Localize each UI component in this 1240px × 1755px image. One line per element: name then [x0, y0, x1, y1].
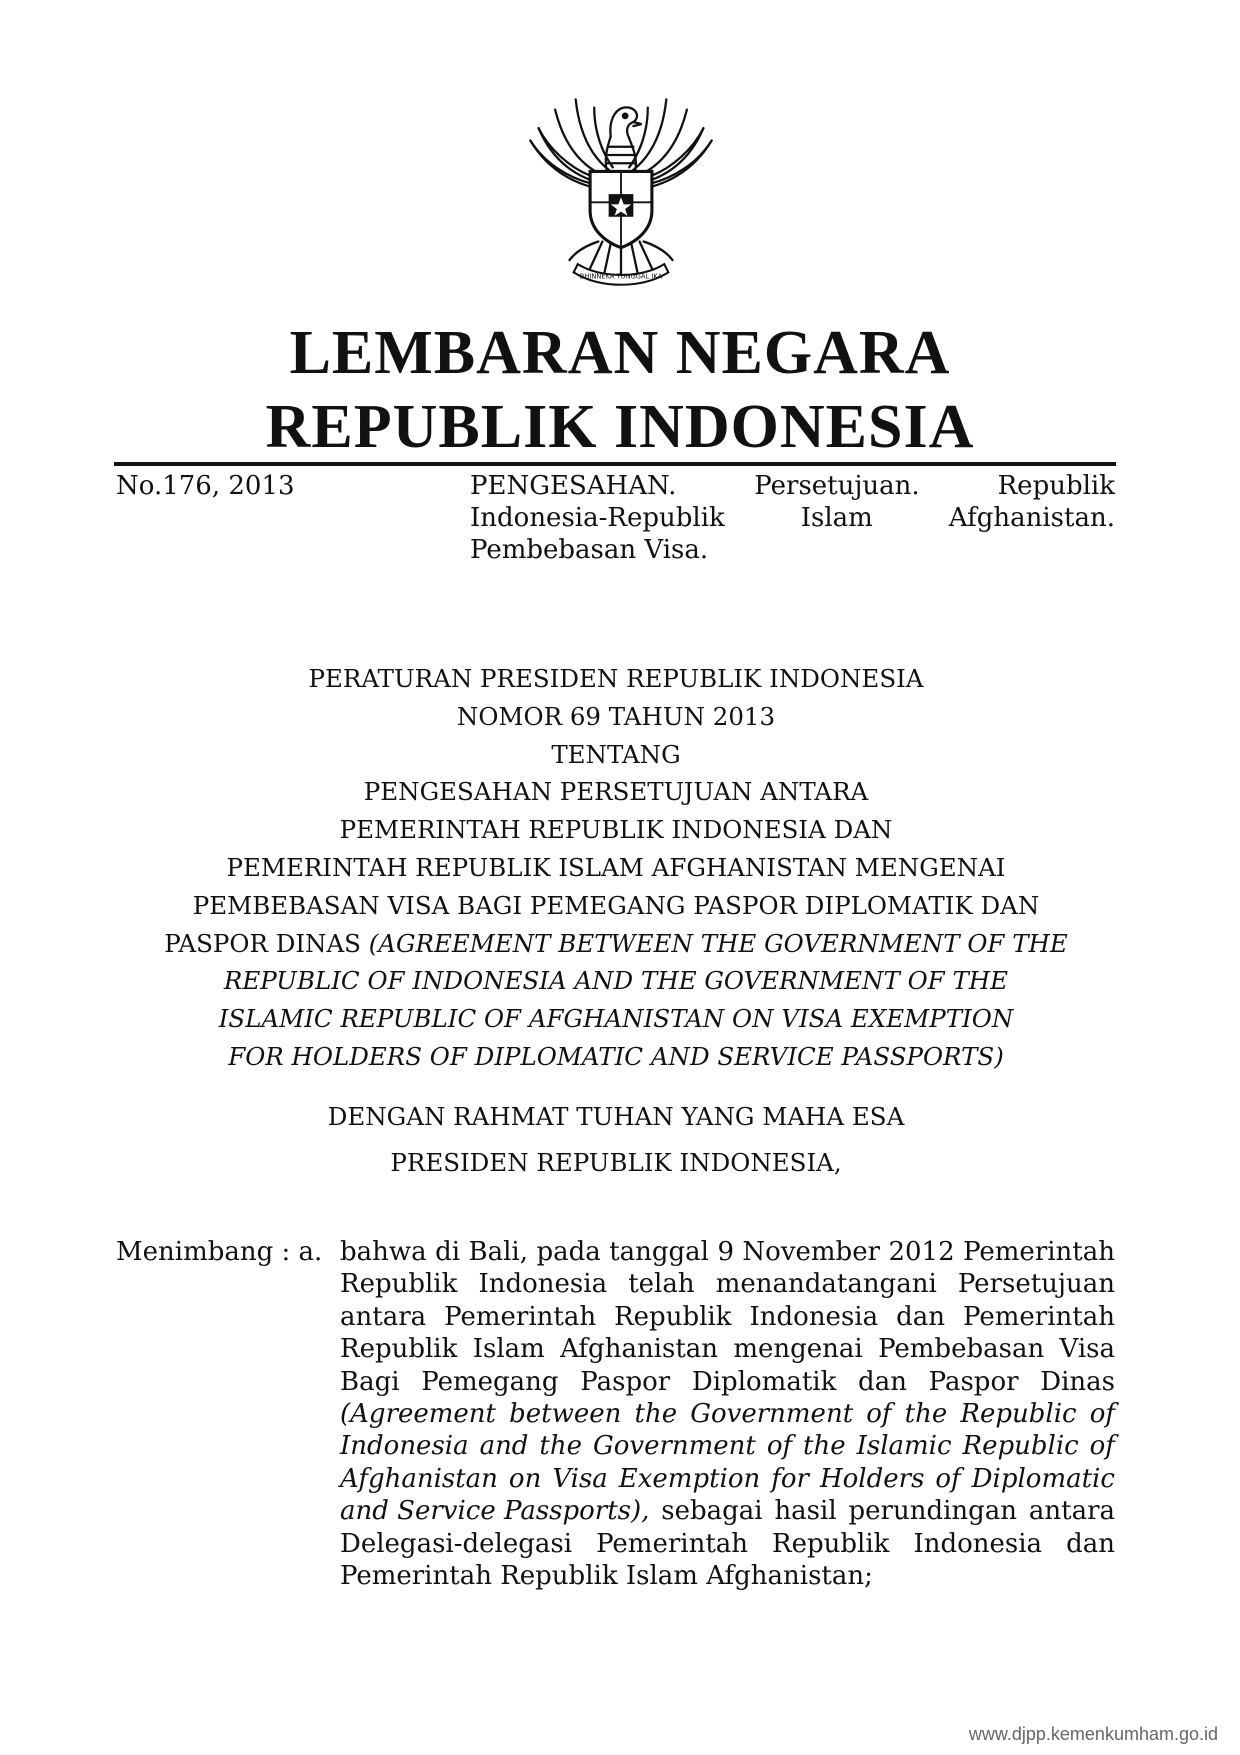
opening-line: DENGAN RAHMAT TUHAN YANG MAHA ESA — [327, 1102, 905, 1131]
heading-line — [114, 925, 1118, 963]
subject-word: PENGESAHAN. — [470, 471, 677, 501]
clause-word: Pembebasan — [878, 1334, 1045, 1365]
clause-word: the — [539, 1431, 582, 1462]
clause-word: of — [935, 1463, 961, 1494]
heading-line: REPUBLIC OF INDONESIA AND THE GOVERNMENT OF THE — [223, 966, 1009, 996]
heading-line: PEMBEBASAN VISA BAGI PEMEGANG PASPOR DIPLOMATIK DAN — [192, 890, 1040, 920]
clause-word: antara — [340, 1301, 427, 1332]
heading-line: PEMERINTAH REPUBLIK INDONESIA DAN — [339, 815, 893, 845]
clause-word: hasil — [774, 1496, 837, 1527]
clause-word: Islamic — [856, 1431, 952, 1462]
clause-line — [340, 1430, 1115, 1462]
heading-line: PERATURAN PRESIDEN REPUBLIK INDONESIA — [308, 664, 924, 693]
subject-line — [470, 502, 1115, 534]
clause-word: Pemerintah — [444, 1301, 597, 1332]
clause-word: Dinas — [1040, 1366, 1115, 1397]
clause-word: Republic — [960, 1399, 1077, 1430]
gazette-title-line1: LEMBARAN NEGARA — [289, 319, 951, 387]
clause-word: Indonesia — [913, 1528, 1043, 1559]
regulation-heading — [114, 660, 1118, 1076]
heading-line: PEMERINTAH REPUBLIK ISLAM AFGHANISTAN MENGENAI — [226, 852, 1006, 882]
clause-word: of — [1089, 1399, 1115, 1430]
clause-word: and — [479, 1431, 529, 1462]
heading-line: PENGESAHAN PERSETUJUAN ANTARA — [363, 777, 869, 807]
clause-line — [340, 1333, 1115, 1365]
clause-word: Indonesia — [749, 1301, 879, 1332]
gazette-subject — [470, 470, 1115, 566]
clause-word: Delegasi-delegasi — [340, 1528, 573, 1559]
clause-word: of — [766, 1431, 793, 1462]
clause-word: of — [1089, 1431, 1115, 1462]
clause-line: Pemerintah Republik Islam Afghanistan; — [340, 1561, 873, 1592]
clause-word: dan — [858, 1366, 907, 1397]
subject-word: Afghanistan. — [948, 503, 1115, 533]
subject-word: Republik — [997, 471, 1115, 501]
clause-word: di — [435, 1237, 461, 1267]
clause-word: on — [508, 1463, 542, 1494]
clause-line — [340, 1366, 1115, 1398]
clause-word: Visa — [552, 1463, 608, 1494]
clause-word: Republik — [772, 1528, 890, 1559]
clause-word: Pemegang — [421, 1366, 559, 1397]
clause-word: between — [509, 1399, 622, 1430]
clause-word: Government — [690, 1399, 854, 1430]
clause-word: Pemerintah — [963, 1301, 1115, 1332]
gazette-number: No.176, 2013 — [116, 471, 295, 501]
clause-word: of — [866, 1399, 892, 1430]
subject-word: Persetujuan. — [754, 471, 920, 501]
clause-word: Afghanistan — [340, 1463, 498, 1494]
clause-word: Islam — [472, 1334, 545, 1365]
opening-formula — [114, 1094, 1118, 1186]
clause-line — [340, 1463, 1115, 1495]
opening-line: PRESIDEN REPUBLIK INDONESIA, — [390, 1148, 842, 1177]
clause-word: dan — [896, 1301, 946, 1332]
heading-english-title: (AGREEMENT BETWEEN THE GOVERNMENT OF THE — [368, 928, 1068, 958]
clause-line — [340, 1528, 1115, 1560]
clause-line — [340, 1268, 1115, 1300]
clause-word: mengenai — [733, 1334, 863, 1365]
garuda-emblem-icon — [518, 86, 724, 294]
clause-word: Exemption — [618, 1463, 761, 1494]
clause-word: Diplomatik — [691, 1366, 837, 1397]
clause-word: antara — [1028, 1496, 1115, 1527]
clause-word: perundingan — [848, 1496, 1018, 1527]
clause-word: (Agreement — [340, 1399, 496, 1430]
subject-line — [470, 470, 1115, 502]
clause-line — [340, 1495, 1115, 1527]
clause-word: Indonesia — [478, 1269, 608, 1300]
subject-word: Pembebasan Visa. — [470, 535, 709, 565]
clause-word: bahwa — [340, 1237, 427, 1267]
clause-word: pada — [536, 1237, 601, 1267]
clause-word: Republik — [340, 1334, 458, 1365]
clause-line — [340, 1301, 1115, 1333]
subject-line — [470, 534, 1115, 566]
clause-line — [340, 1398, 1115, 1430]
garuda-pancasila-emblem — [518, 86, 724, 294]
clause-word: Holders — [819, 1463, 925, 1494]
heading-line: NOMOR 69 TAHUN 2013 — [456, 701, 776, 731]
clause-word: Afghanistan — [560, 1334, 719, 1365]
clause-word: tanggal — [609, 1237, 709, 1267]
clause-word: Diplomatic — [971, 1463, 1115, 1494]
clause-line — [340, 1236, 1115, 1268]
clause-english-title: and Service Passports), — [340, 1496, 650, 1527]
considering-label: Menimbang : a. — [116, 1237, 323, 1267]
clause-word: Republik — [340, 1269, 458, 1300]
subject-word: Islam — [800, 503, 873, 533]
clause-word: dan — [1066, 1528, 1115, 1559]
clause-word: Republik — [614, 1301, 732, 1332]
clause-word: Paspor — [928, 1366, 1019, 1397]
clause-word: November — [742, 1237, 881, 1267]
clause-word: Bagi — [340, 1366, 400, 1397]
gazette-title-line2: REPUBLIK INDONESIA — [265, 393, 975, 461]
footer-url: www.djpp.kemenkumham.go.id — [968, 1724, 1218, 1744]
clause-word: Indonesia — [340, 1431, 469, 1462]
clause-word: Government — [592, 1431, 756, 1462]
clause-word: sebagai — [661, 1496, 763, 1527]
clause-word: Republic — [962, 1431, 1079, 1462]
clause-word: menandatangani — [715, 1269, 937, 1300]
clause-word: Bali, — [468, 1237, 529, 1267]
heading-text: PASPOR DINAS — [164, 928, 369, 958]
heading-line: ISLAMIC REPUBLIC OF AFGHANISTAN ON VISA EXEMPTION — [218, 1004, 1014, 1034]
emblem-motto: BHINNEKA TUNGGAL IKA — [579, 272, 663, 281]
clause-word: Pemerintah — [596, 1528, 749, 1559]
clause-word: the — [904, 1399, 948, 1430]
clause-word: the — [803, 1431, 846, 1462]
clause-word: telah — [628, 1269, 695, 1300]
clause-word: Pemerintah — [963, 1237, 1115, 1267]
clause-word: 9 — [717, 1237, 734, 1267]
clause-word: Paspor — [580, 1366, 671, 1397]
clause-word: Visa — [1059, 1334, 1115, 1365]
clause-word: for — [771, 1463, 809, 1494]
title-divider — [114, 462, 1116, 466]
clause-word: Persetujuan — [957, 1269, 1115, 1300]
clause-word: 2012 — [888, 1237, 955, 1267]
subject-word: Indonesia-Republik — [470, 503, 725, 533]
heading-line: TENTANG — [551, 739, 681, 769]
clause-word: the — [634, 1399, 678, 1430]
considering-clause-a — [340, 1236, 1115, 1592]
heading-line: FOR HOLDERS OF DIPLOMATIC AND SERVICE PASSPORTS) — [228, 1041, 1004, 1071]
